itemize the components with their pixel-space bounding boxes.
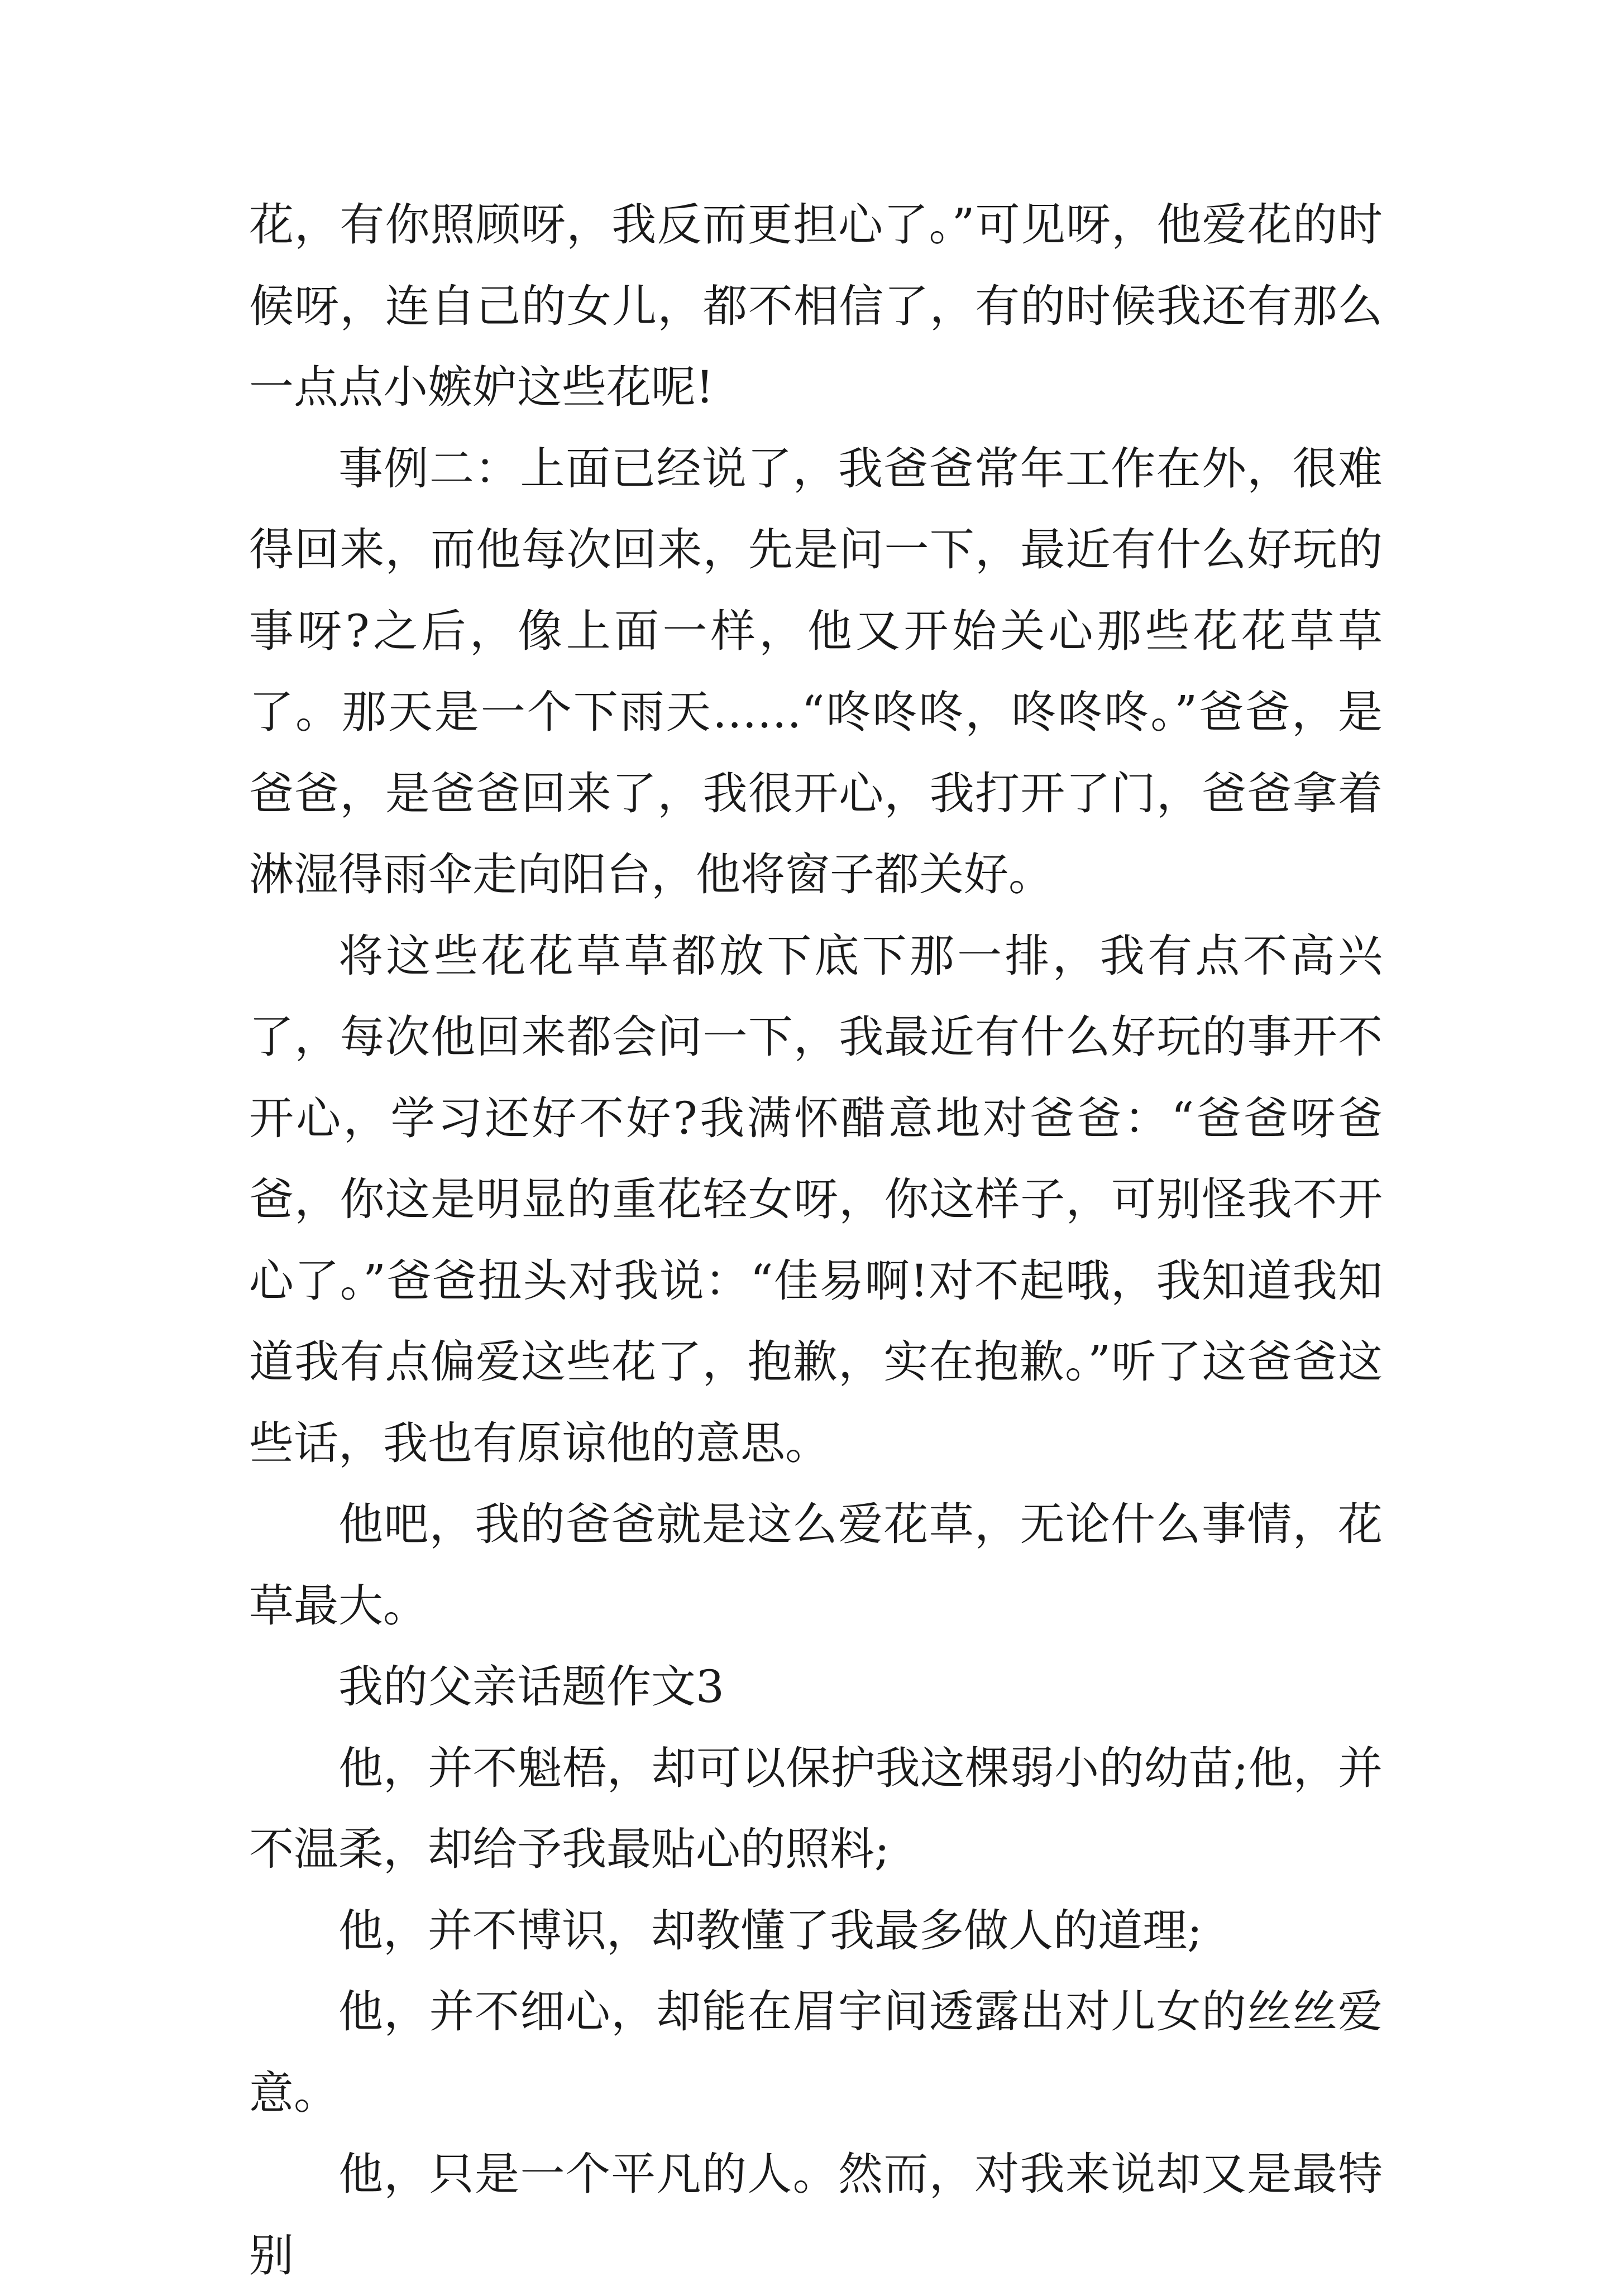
paragraph-6: 他，并不博识，却教懂了我最多做人的道理;	[338, 1904, 1202, 1957]
paragraph-3: 将这些花花草草都放下底下那一排，我有点不高兴了，每次他回来都会问一下，我最近有什么好玩的事开不开心，学习还好不好?我满怀醋意地对爸爸：“爸爸呀爸爸，你这是明显的重花轻女呀，你这样子，可别怪我不开心了。”爸爸扭头对我说：“佳易啊!对不起哦，我知道我知道我有点偏爱这些花了，抱歉，实在抱歉。”听了这爸爸这些话，我也有原谅他的意思。	[249, 929, 1383, 1469]
paragraph-2: 事例二：上面已经说了，我爸爸常年工作在外，很难得回来，而他每次回来，先是问一下，最近有什么好玩的事呀?之后，像上面一样，他又开始关心那些花花草草了。那天是一个下雨天……“咚咚咚，咚咚咚。”爸爸，是爸爸，是爸爸回来了，我很开心，我打开了门，爸爸拿着淋湿得雨伞走向阳台，他将窗子都关好。	[249, 442, 1383, 900]
section-heading: 我的父亲话题作文3	[338, 1661, 724, 1713]
paragraph-8: 他，只是一个平凡的人。然而，对我来说却又是最特别	[249, 2148, 1383, 2281]
paragraph-4: 他吧，我的爸爸就是这么爱花草，无论什么事情，花草最大。	[249, 1498, 1383, 1632]
document-body	[249, 184, 1383, 2296]
paragraph-5: 他，并不魁梧，却可以保护我这棵弱小的幼苗;他，并不温柔，却给予我最贴心的照料;	[249, 1742, 1383, 1875]
paragraph-7: 他，并不细心，却能在眉宇间透露出对儿女的丝丝爱意。	[249, 1986, 1383, 2119]
paragraph-1: 花，有你照顾呀，我反而更担心了。”可见呀，他爱花的时候呀，连自己的女儿，都不相信了，有的时候我还有那么一点点小嫉妒这些花呢!	[249, 199, 1383, 413]
